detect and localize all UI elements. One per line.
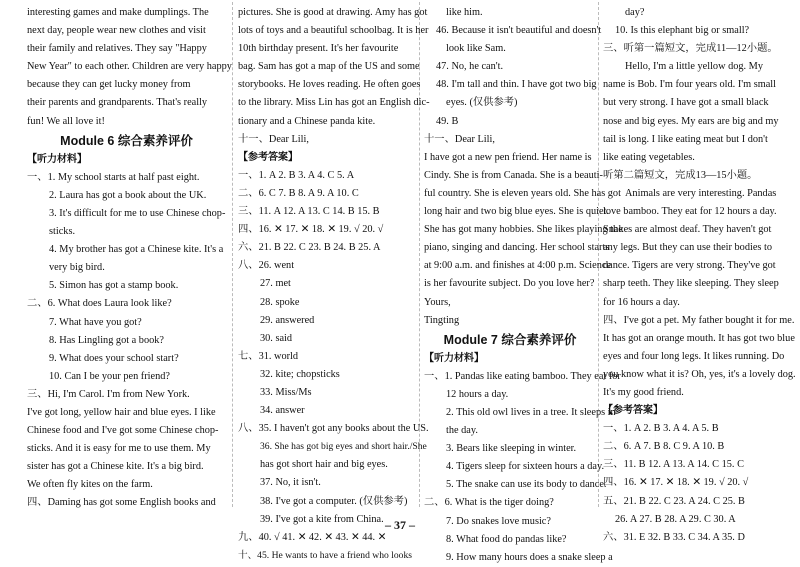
text-line: storybooks. He loves reading. He often goes [238, 79, 421, 91]
text-line: 四、Daming has got some English books and [27, 497, 216, 509]
text-line: 四、I've got a pet. My father bought it for me. [603, 314, 795, 326]
answer-line: 五、21. B 22. C 23. A 24. C 25. B [603, 495, 745, 507]
text-line: 3. It's difficult for me to use Chinese chop- [49, 207, 226, 219]
column-divider [232, 2, 233, 507]
text-line: sister has got a Chinese kite. It's a big bird. [27, 461, 204, 473]
text-line: It has got an orange mouth. It has got two blue [603, 332, 795, 344]
text-line: very big bird. [49, 262, 105, 274]
text-line: 三、听第一篇短文，完成11—12小题。 [603, 43, 778, 55]
answer-line: 八、35. I haven't got any books about the US. [238, 423, 429, 435]
text-line: 十一、Dear Lili, [238, 133, 309, 145]
text-line: any legs. But they can use their bodies to [603, 242, 773, 254]
text-line: name is Bob. I'm four years old. I'm small [603, 79, 777, 91]
text-line: 10. Is this elephant big or small? [615, 25, 750, 37]
text-line: 二、6. What does Laura look like? [27, 298, 172, 310]
text-line: 3. Bears like sleeping in winter. [446, 443, 577, 455]
text-line: 7. Do snakes love music? [446, 515, 551, 527]
sub-heading: 【参考答案】 [603, 405, 663, 417]
text-line: pictures. She is good at drawing. Amy has got [238, 7, 428, 18]
text-line: 二、6. What is the tiger doing? [424, 497, 554, 509]
text-line: 9. How many hours does a snake sleep a [446, 551, 613, 563]
answer-line: 十、45. He wants to have a friend who looks [238, 549, 412, 561]
text-line: piano, singing and dancing. Her school starts [424, 242, 610, 254]
answer-line: eyes. (仅供参考) [446, 97, 518, 109]
text-line: Yours, [424, 296, 451, 308]
answer-line: 32. kite; chopsticks [260, 368, 340, 380]
sub-heading: 【听力材料】 [27, 153, 87, 165]
answer-line: 四、16. ✕ 17. ✕ 18. ✕ 19. √ 20. √ [603, 477, 749, 489]
text-line: lots of toys and a beautiful schoolbag. It is her [238, 25, 429, 37]
text-line: next day, people wear new clothes and visit [27, 25, 206, 37]
answer-line: 46. Because it isn't beautiful and doesn't [436, 25, 602, 37]
text-line: to the library. Miss Lin has got an English dic- [238, 97, 430, 109]
text-line: 12 hours a day. [446, 388, 509, 400]
answer-line: 26. A 27. B 28. A 29. C 30. A [615, 513, 736, 525]
text-line: 8. Has Lingling got a book? [49, 334, 164, 346]
text-line: tionary and a Chinese panda kite. [238, 115, 376, 127]
text-line: ful country. She is eleven years old. She has got [424, 187, 621, 199]
answer-line: 十一、Dear Lili, [424, 133, 495, 145]
text-line: Tingting [424, 314, 460, 326]
answer-line: 27. met [260, 278, 291, 290]
text-line: 2. Laura has got a book about the UK. [49, 189, 207, 201]
answer-line: 48. I'm tall and thin. I have got two big [436, 79, 597, 91]
text-line: 8. What food do pandas like? [446, 533, 567, 545]
answer-line: has got short hair and big eyes. [260, 459, 388, 471]
answer-line: 六、21. B 22. C 23. B 24. B 25. A [238, 242, 381, 254]
answer-line: 三、11. A 12. A 13. C 14. B 15. B [238, 206, 380, 218]
answer-line: 38. I've got a computer. (仅供参考) [260, 495, 408, 507]
text-line: We often fly kites on the farm. [27, 479, 153, 491]
column-4 [603, 4, 796, 543]
column-3 [424, 4, 623, 563]
text-line: you know what it is? Oh, yes, it's a lovely dog. [603, 368, 796, 380]
text-line: like eating vegetables. [603, 151, 695, 163]
column-2 [238, 4, 430, 561]
answer-line: 29. answered [260, 314, 315, 326]
answer-line: 39. I've got a kite from China. [260, 513, 384, 525]
answer-line: 八、26. went [238, 260, 295, 272]
text-line: sharp teeth. They like sleeping. They sleep [603, 278, 779, 290]
text-line: nose and big eyes. My ears are big and my [603, 115, 779, 127]
text-line: I've got long, yellow hair and blue eyes. I like [27, 406, 216, 418]
answer-line: 二、6. C 7. B 8. A 9. A 10. C [238, 187, 359, 199]
answer-line: 七、31. world [238, 350, 299, 362]
answer-line: 三、11. B 12. A 13. A 14. C 15. C [603, 459, 744, 471]
answer-line: 47. No, he can't. [436, 61, 504, 73]
text-line: tail is long. I like eating meat but I don't [603, 133, 768, 145]
text-line: 一、1. My school starts at half past eight. [27, 171, 200, 183]
text-line: bag. Sam has got a map of the US and some [238, 61, 420, 73]
text-line: It's my good friend. [603, 386, 684, 398]
text-line: Snakes are almost deaf. They haven't got [603, 224, 772, 236]
answer-line: look like Sam. [446, 43, 506, 55]
text-line: I have got a new pen friend. Her name is [424, 151, 592, 163]
answer-line: 34. answer [260, 405, 305, 417]
text-line: sticks. And it is easy for me to use them. My [27, 443, 211, 455]
text-line: long hair and two big blue eyes. She is quiet. [424, 206, 610, 218]
text-line: for 16 hours a day. [603, 296, 680, 308]
text-line: is her favourite subject. Do you love her? [424, 278, 595, 290]
answer-line: 一、1. A 2. B 3. A 4. C 5. A [238, 169, 355, 181]
answer-line: 九、40. √ 41. ✕ 42. ✕ 43. ✕ 44. ✕ [238, 531, 387, 543]
text-line: 2. This old owl lives in a tree. It sleeps in [446, 406, 616, 418]
text-line: their family and relatives. They say "Happy [27, 43, 207, 55]
text-line: at 9:00 a.m. and finishes at 4:00 p.m. Science [424, 260, 612, 272]
text-line: 三、Hi, I'm Carol. I'm from New York. [27, 388, 190, 400]
text-line: 4. Tigers sleep for sixteen hours a day. [446, 461, 605, 473]
text-line: fun! We all love it! [27, 115, 105, 127]
sub-heading: 【参考答案】 [238, 151, 298, 163]
text-line: 听第二篇短文，完成13—15小题。 [603, 169, 758, 181]
text-line: 10th birthday present. It's her favourite [238, 43, 399, 55]
answer-line: 六、31. E 32. B 33. C 34. A 35. D [603, 531, 745, 543]
text-line: because they can get lucky money from [27, 79, 191, 91]
text-line: day? [625, 7, 645, 18]
text-line: but very strong. I have got a small black [603, 97, 769, 109]
text-line: interesting games and make dumplings. The [27, 7, 209, 18]
column-divider [598, 2, 599, 507]
text-line: 4. My brother has got a Chinese kite. It's a [49, 244, 224, 256]
text-line: dance. Tigers are very strong. They've got [603, 260, 776, 272]
answer-line: 二、6. A 7. B 8. C 9. A 10. B [603, 441, 725, 453]
section-heading: Module 6 综合素养评价 [60, 133, 193, 148]
text-line: Hello, I'm a little yellow dog. My [625, 61, 763, 73]
sub-heading: 【听力材料】 [424, 352, 484, 364]
text-line: sticks. [49, 226, 76, 238]
section-heading: Module 7 综合素养评价 [443, 332, 577, 347]
answer-line: like him. [446, 7, 483, 18]
answer-line: 49. B [436, 115, 459, 127]
answer-line: 33. Miss/Ms [260, 386, 312, 398]
text-line: love bamboo. They eat for 12 hours a day. [603, 206, 777, 218]
answer-line: 36. She has got big eyes and short hair./She [260, 441, 427, 453]
answer-line: 四、16. ✕ 17. ✕ 18. ✕ 19. √ 20. √ [238, 224, 384, 236]
text-line: the day. [446, 425, 478, 437]
answer-line: 37. No, it isn't. [260, 477, 321, 489]
answer-line: 一、1. A 2. B 3. A 4. A 5. B [603, 423, 719, 435]
text-line: 5. The snake can use its body to dance. [446, 479, 607, 491]
text-line: Chinese food and I've got some Chinese chop- [27, 425, 219, 437]
text-line: 10. Can I be your pen friend? [49, 370, 170, 382]
text-line: their parents and grandparents. That's really [27, 97, 208, 109]
text-line: New Year" to each other. Children are very happy [27, 61, 232, 73]
answer-line: 30. said [260, 332, 293, 344]
text-line: eyes and four long legs. It likes running. Do [603, 350, 785, 362]
page-number: – 37 – [385, 518, 415, 532]
text-line: Cindy. She is from Canada. She is a beauti- [424, 169, 603, 181]
text-line: 7. What have you got? [49, 316, 142, 328]
text-line: 9. What does your school start? [49, 352, 179, 364]
text-line: She has got many hobbies. She likes playing the [424, 224, 623, 236]
column-1 [27, 4, 232, 509]
text-line: 5. Simon has got a stamp book. [49, 280, 179, 292]
text-line: Animals are very interesting. Pandas [625, 187, 777, 199]
answer-line: 28. spoke [260, 296, 300, 308]
text-line: 一、1. Pandas like eating bamboo. They eat for [424, 370, 621, 382]
